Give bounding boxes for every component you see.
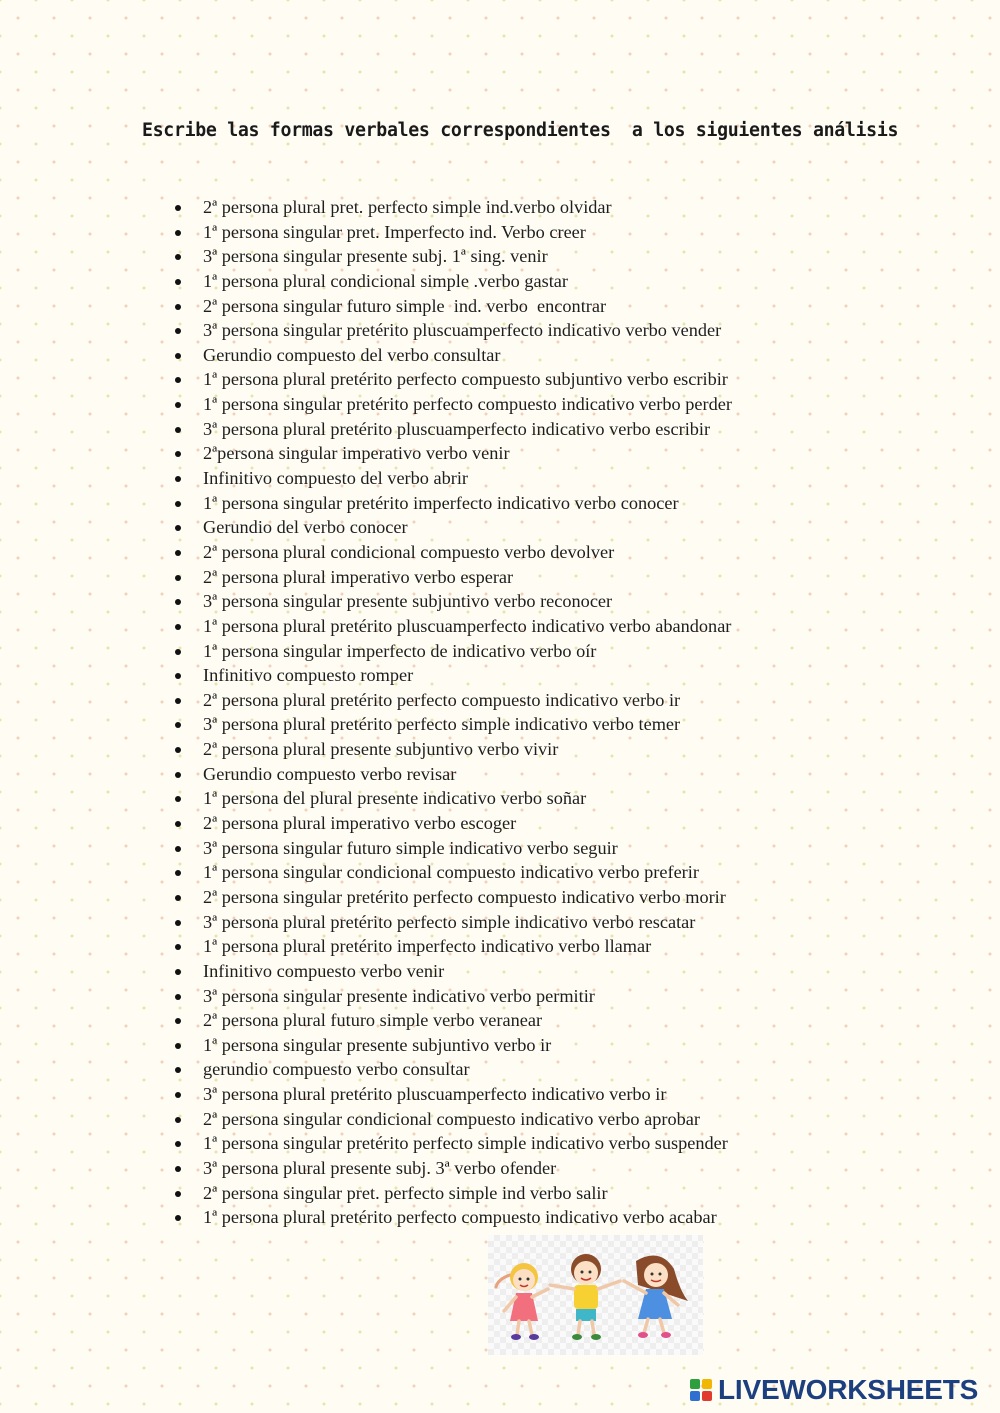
bullet-icon (175, 821, 181, 827)
task-item (170, 294, 732, 319)
task-item (170, 663, 732, 688)
task-item (170, 540, 732, 565)
task-item (170, 1156, 732, 1181)
task-item (170, 688, 732, 713)
task-item-text: Gerundio del verbo conocer (203, 517, 408, 538)
liveworksheets-logo-icon (690, 1379, 712, 1401)
girl-right-figure (624, 1256, 688, 1338)
task-item-text: 1ª persona singular pretérito imperfecto indicativo verbo conocer (203, 492, 679, 513)
bullet-icon (175, 1092, 181, 1098)
task-item-text: 1ª persona singular condicional compuesto indicativo verbo preferir (203, 862, 699, 883)
task-item-text: Infinitivo compuesto del verbo abrir (203, 468, 469, 489)
task-item (170, 614, 732, 639)
task-item-text: 2ª persona plural imperativo verbo escoger (203, 813, 517, 834)
bullet-icon (175, 772, 181, 778)
bullet-icon (175, 944, 181, 950)
bullet-icon (175, 1067, 181, 1073)
task-item-text: 3ª persona singular presente subjuntivo verbo reconocer (203, 591, 613, 612)
task-item-text: 3ª persona singular presente subj. 1ª sing. venir (203, 246, 548, 267)
bullet-icon (175, 796, 181, 802)
task-item (170, 860, 732, 885)
bullet-icon (175, 377, 181, 383)
bullet-icon (175, 673, 181, 679)
bullet-icon (175, 1191, 181, 1197)
bullet-icon (175, 895, 181, 901)
task-item-text: 2ª persona plural pretérito perfecto compuesto indicativo verbo ir (203, 689, 681, 710)
task-item (170, 984, 732, 1009)
bullet-icon (175, 920, 181, 926)
bullet-icon (175, 870, 181, 876)
bullet-icon (175, 304, 181, 310)
bullet-icon (175, 230, 181, 236)
bullet-icon (175, 747, 181, 753)
task-item-text: 1ª persona plural pretérito imperfecto indicativo verbo llamar (203, 936, 652, 957)
logo-text: LIVEWORKSHEETS (718, 1374, 979, 1405)
task-item-text: 1ª persona singular pretérito perfecto compuesto indicativo verbo perder (203, 394, 732, 415)
bullet-icon (175, 1043, 181, 1049)
task-item (170, 1057, 732, 1082)
bullet-icon (175, 846, 181, 852)
bullet-icon (175, 1018, 181, 1024)
bullet-icon (175, 1166, 181, 1172)
task-item-text: 1ª persona singular imperfecto de indicativo verbo oír (203, 640, 597, 661)
task-item (170, 1181, 732, 1206)
bullet-icon (175, 1141, 181, 1147)
liveworksheets-logo (690, 1372, 978, 1408)
girl-left-figure (496, 1263, 548, 1340)
task-item-text: 1ª persona singular pretérito perfecto simple indicativo verbo suspender (203, 1133, 728, 1154)
task-item-text: Gerundio compuesto verbo revisar (203, 763, 457, 784)
task-item-text: 1ª persona del plural presente indicativo verbo soñar (203, 788, 587, 809)
task-item (170, 1033, 732, 1058)
bullet-icon (175, 624, 181, 630)
task-item-text: 2ª persona singular condicional compuesto indicativo verbo aprobar (203, 1108, 700, 1129)
task-item-text: 2ª persona singular pret. perfecto simple ind verbo salir (203, 1182, 608, 1203)
task-item (170, 885, 732, 910)
task-item (170, 441, 732, 466)
task-item (170, 1107, 732, 1132)
task-item-text: 3ª persona plural pretérito pluscuamperfecto indicativo verbo escribir (203, 418, 711, 439)
task-item (170, 959, 732, 984)
task-item (170, 836, 732, 861)
task-item (170, 565, 732, 590)
task-item-text: gerundio compuesto verbo consultar (203, 1059, 470, 1080)
task-item-text: 3ª persona singular pretérito pluscuamperfecto indicativo verbo vender (203, 320, 722, 341)
task-item (170, 1008, 732, 1033)
task-item (170, 1205, 732, 1230)
bullet-icon (175, 501, 181, 507)
task-item (170, 639, 732, 664)
task-item-text: 2ª persona plural pret. perfecto simple ind.verbo olvidar (203, 197, 612, 217)
task-item-text: 2ª persona plural presente subjuntivo verbo vivir (203, 739, 559, 760)
bullet-icon (175, 1117, 181, 1123)
task-item (170, 417, 732, 442)
bullet-icon (175, 451, 181, 457)
task-item (170, 491, 732, 516)
task-item-text: 3ª persona plural pretérito perfecto simple indicativo verbo rescatar (203, 911, 696, 932)
task-item-text: 1ª persona plural pretérito perfecto compuesto indicativo verbo acabar (203, 1207, 717, 1228)
task-item-text: 1ª persona singular pret. Imperfecto ind. Verbo creer (203, 221, 586, 242)
task-item-text: 3ª persona singular presente indicativo verbo permitir (203, 985, 595, 1006)
task-item-text: 2ªpersona singular imperativo verbo venir (203, 443, 510, 464)
bullet-icon (175, 550, 181, 556)
task-item (170, 934, 732, 959)
task-item-text: 3ª persona singular futuro simple indicativo verbo seguir (203, 837, 618, 858)
task-item (170, 786, 732, 811)
task-item-text: 1ª persona singular presente subjuntivo verbo ir (203, 1034, 552, 1055)
task-item (170, 367, 732, 392)
task-item-text: 2ª persona plural condicional compuesto verbo devolver (203, 541, 615, 562)
task-item (170, 392, 732, 417)
task-item-text: 1ª persona plural pretérito perfecto compuesto subjuntivo verbo escribir (203, 369, 728, 390)
task-item (170, 318, 732, 343)
task-item (170, 1131, 732, 1156)
task-item (170, 737, 732, 762)
bullet-icon (175, 205, 181, 211)
task-item (170, 712, 732, 737)
task-item-text: 2ª persona singular futuro simple ind. verbo encontrar (203, 295, 607, 316)
task-item (170, 220, 732, 245)
task-list (170, 195, 732, 1230)
task-item-text: 1ª persona plural pretérito pluscuamperfecto indicativo verbo abandonar (203, 615, 732, 636)
bullet-icon (175, 402, 181, 408)
children-holding-hands-icon (488, 1235, 703, 1355)
bullet-icon (175, 994, 181, 1000)
task-item (170, 244, 732, 269)
bullet-icon (175, 328, 181, 334)
bullet-icon (175, 427, 181, 433)
bullet-icon (175, 722, 181, 728)
task-item (170, 466, 732, 491)
boy-middle-figure (550, 1254, 620, 1340)
bullet-icon (175, 254, 181, 260)
task-item (170, 195, 732, 220)
task-item-text: Infinitivo compuesto verbo venir (203, 960, 445, 981)
task-item-text: Infinitivo compuesto romper (203, 665, 414, 686)
bullet-icon (175, 525, 181, 531)
task-item-text: 2ª persona plural futuro simple verbo veranear (203, 1010, 543, 1031)
task-item (170, 910, 732, 935)
bullet-icon (175, 279, 181, 285)
task-item (170, 589, 732, 614)
bullet-icon (175, 649, 181, 655)
bullet-icon (175, 599, 181, 605)
bullet-icon (175, 698, 181, 704)
task-item (170, 269, 732, 294)
task-item-text: 3ª persona plural presente subj. 3ª verbo ofender (203, 1157, 557, 1178)
bullet-icon (175, 476, 181, 482)
task-item-text: 1ª persona plural condicional simple .verbo gastar (203, 270, 568, 291)
task-item (170, 515, 732, 540)
task-item-text: Gerundio compuesto del verbo consultar (203, 344, 501, 365)
bullet-icon (175, 575, 181, 581)
task-item (170, 762, 732, 787)
bullet-icon (175, 969, 181, 975)
task-item (170, 1082, 732, 1107)
task-item-text: 2ª persona plural imperativo verbo esperar (203, 566, 514, 587)
bullet-icon (175, 1215, 181, 1221)
task-item-text: 2ª persona singular pretérito perfecto compuesto indicativo verbo morir (203, 886, 726, 907)
worksheet-title: Escribe las formas verbales correspondientes a los siguientes análisis (142, 120, 899, 141)
bullet-icon (175, 353, 181, 359)
task-item-text: 3ª persona plural pretérito pluscuamperfecto indicativo verbo ir (203, 1084, 667, 1105)
task-item (170, 811, 732, 836)
task-item (170, 343, 732, 368)
task-item-text: 3ª persona plural pretérito perfecto simple indicativo verbo temer (203, 714, 681, 735)
